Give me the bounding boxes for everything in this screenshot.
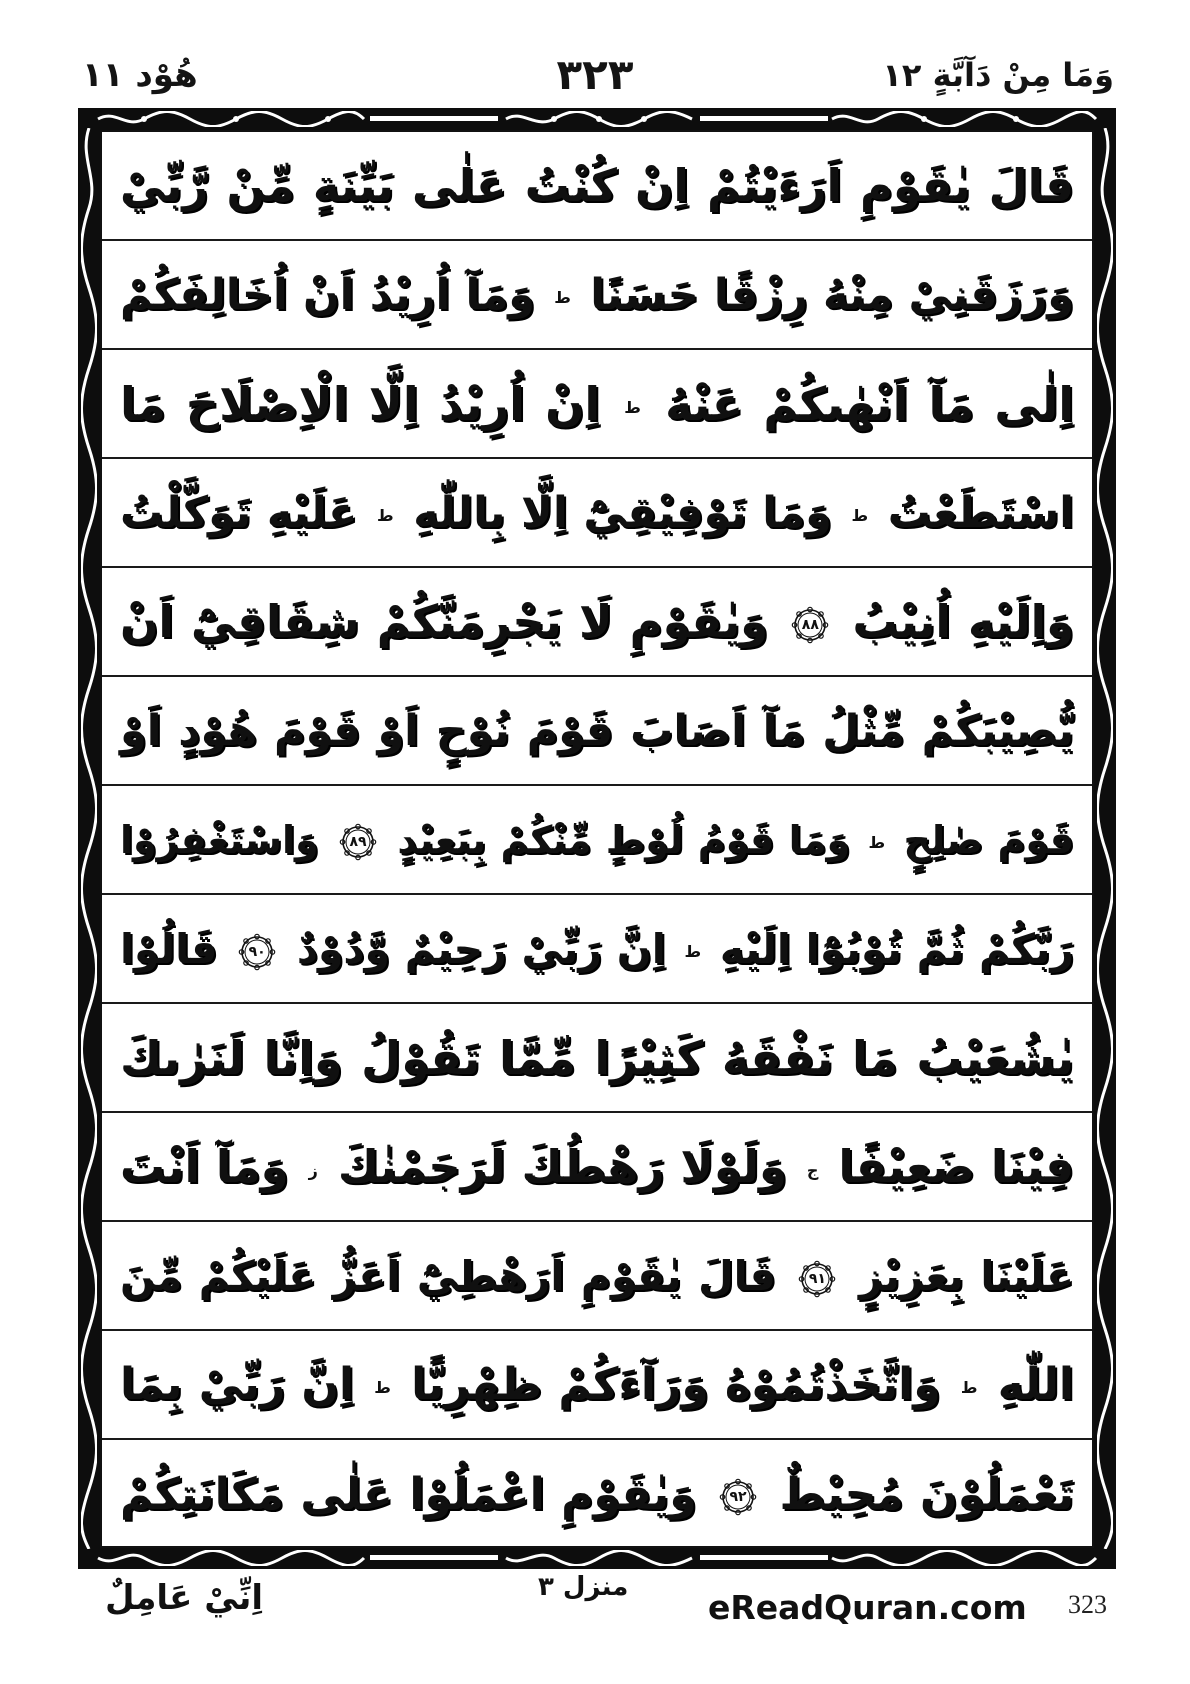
ornament-icon [502,111,696,127]
line-text: وَيٰقَوْمِ لَا يَجْرِمَنَّكُمْ شِقَاقِيْٓ اَنْ [120,595,769,648]
ornament-icon [96,111,366,127]
line-text: وَمَآ اَنْتَ [120,1140,289,1193]
line-text: اِنَّ رَبِّيْ رَحِيْمٌ وَّدُوْدٌ [296,924,666,973]
site-watermark: eReadQuran.com [708,1588,1027,1627]
quran-text-area [100,130,1094,1548]
ayah-marker-icon [798,1260,836,1298]
page-number-footer: 323 [1068,1590,1107,1619]
ayah-number: ٩١ [808,1270,826,1287]
line-text: عَلَيْهِ تَوَكَّلْتُ [120,487,358,538]
line-text: وَلَوْلَا رَهْطُكَ لَرَجَمْنٰكَ [337,1140,787,1193]
ayah-number: ٨٩ [349,834,367,850]
manzil-label: منزل ٣ [538,1572,629,1602]
text-line-3 [102,350,1092,459]
waqf-mark: ج [806,1160,819,1180]
ornament-icon [830,111,1098,127]
ayah-number: ٨٨ [801,617,819,633]
surah-name-header: هُوْد ١١ [82,55,198,95]
text-line-1 [102,132,1092,241]
line-text: وَرَزَقَنِيْ مِنْهُ رِزْقًا حَسَنًا [590,269,1074,320]
text-line-7 [102,786,1092,895]
text-line-5 [102,568,1092,677]
border-bar [370,1555,498,1560]
catchword: اِنِّيْ عَامِلٌ [105,1578,264,1618]
ayah-marker-icon [791,606,829,644]
ornament-icon [1097,128,1113,1549]
line-text: وَاتَّخَذْتُمُوْهُ وَرَآءَكُمْ ظِهْرِيًّا [411,1359,941,1410]
text-line-6 [102,677,1092,786]
waqf-mark: ط [960,1377,978,1397]
line-text: فِيْنَا ضَعِيْفًا [838,1140,1075,1193]
ornament-icon [830,1550,1098,1566]
waqf-mark: ط [851,505,869,525]
para-name-header: وَمَا مِنْ دَآبَّةٍ ١٢ [882,56,1114,94]
waqf-mark: ط [554,287,571,307]
ayah-number: ٩٢ [729,1489,747,1505]
waqf-mark: ط [684,942,702,961]
line-text: تَعْمَلُوْنَ مُحِيْطٌ [779,1469,1074,1520]
right-border [1094,108,1116,1569]
text-line-2 [102,241,1092,350]
line-text: قَالَ يٰقَوْمِ اَرَءَيْتُمْ اِنْ كُنْتُ عَلٰى بَيِّنَةٍ مِّنْ رَّبِّيْ [120,159,1074,212]
border-bar [700,1555,828,1560]
left-border [78,108,100,1569]
line-text: وَاِلَيْهِ اُنِيْبُ [852,595,1075,648]
top-border [78,108,1116,130]
text-line-11 [102,1222,1092,1331]
ornament-icon [96,1550,366,1566]
line-text: اِنَّ رَبِّيْ بِمَا [120,1359,355,1410]
ayah-marker-icon [339,823,377,861]
ornament-icon [502,1550,696,1566]
ornament-icon [81,128,97,1549]
waqf-mark: ط [868,832,886,852]
line-text: قَوْمَ صٰلِحٍ [903,817,1075,862]
text-line-10 [102,1113,1092,1222]
line-text: وَمَا تَوْفِيْقِيْٓ اِلَّا بِاللّٰهِ [413,487,832,538]
line-text: يُّصِيْبَكُمْ مِّثْلُ مَآ اَصَابَ قَوْمَ نُوْحٍ اَوْ قَوْمَ هُوْدٍ اَوْ [120,705,1074,756]
text-line-13 [102,1440,1092,1549]
page-frame [78,108,1116,1569]
waqf-mark: ز [308,1160,318,1180]
text-line-4 [102,459,1092,568]
line-text: عَلَيْنَا بِعَزِيْزٍ [858,1251,1075,1300]
waqf-mark: ط [377,505,394,525]
line-text: رَبَّكُمْ ثُمَّ تُوْبُوْٓا اِلَيْهِ [719,924,1074,973]
ayah-number: ٩٠ [248,943,266,960]
text-line-8 [102,895,1092,1004]
border-bar [700,116,828,121]
bottom-border [78,1547,1116,1569]
line-text: اِلٰى مَآ اَنْهٰىكُمْ عَنْهُ [665,376,1075,431]
ayah-marker-icon [719,1478,757,1516]
ayah-marker-icon [238,933,276,971]
line-text: اللّٰهِ [997,1359,1074,1410]
waqf-mark: ط [374,1377,391,1397]
line-text: يٰشُعَيْبُ مَا نَفْقَهُ كَثِيْرًا مِّمَّا تَقُوْلُ وَاِنَّا لَنَرٰىكَ [120,1030,1074,1085]
line-text: وَاسْتَغْفِرُوْا [120,817,319,862]
border-bar [370,116,498,121]
text-line-12 [102,1331,1092,1440]
line-text: وَمَآ اُرِيْدُ اَنْ اُخَالِفَكُمْ [120,269,535,320]
page-number-header: ٣٢٣ [556,50,634,99]
line-text: قَالُوْا [120,924,218,973]
waqf-mark: ط [624,397,641,417]
line-text: اِنْ اُرِيْدُ اِلَّا الْاِصْلَاحَ مَا [120,376,601,431]
line-text: وَيٰقَوْمِ اعْمَلُوْا عَلٰى مَكَانَتِكُمْ [120,1469,697,1520]
line-text: اسْتَطَعْتُ [887,487,1074,538]
text-line-9 [102,1004,1092,1113]
line-text: وَمَا قَوْمُ لُوْطٍ مِّنْكُمْ بِبَعِيْدٍ [397,817,851,862]
line-text: قَالَ يٰقَوْمِ اَرَهْطِيْٓ اَعَزُّ عَلَيْكُمْ مِّنَ [120,1251,776,1300]
